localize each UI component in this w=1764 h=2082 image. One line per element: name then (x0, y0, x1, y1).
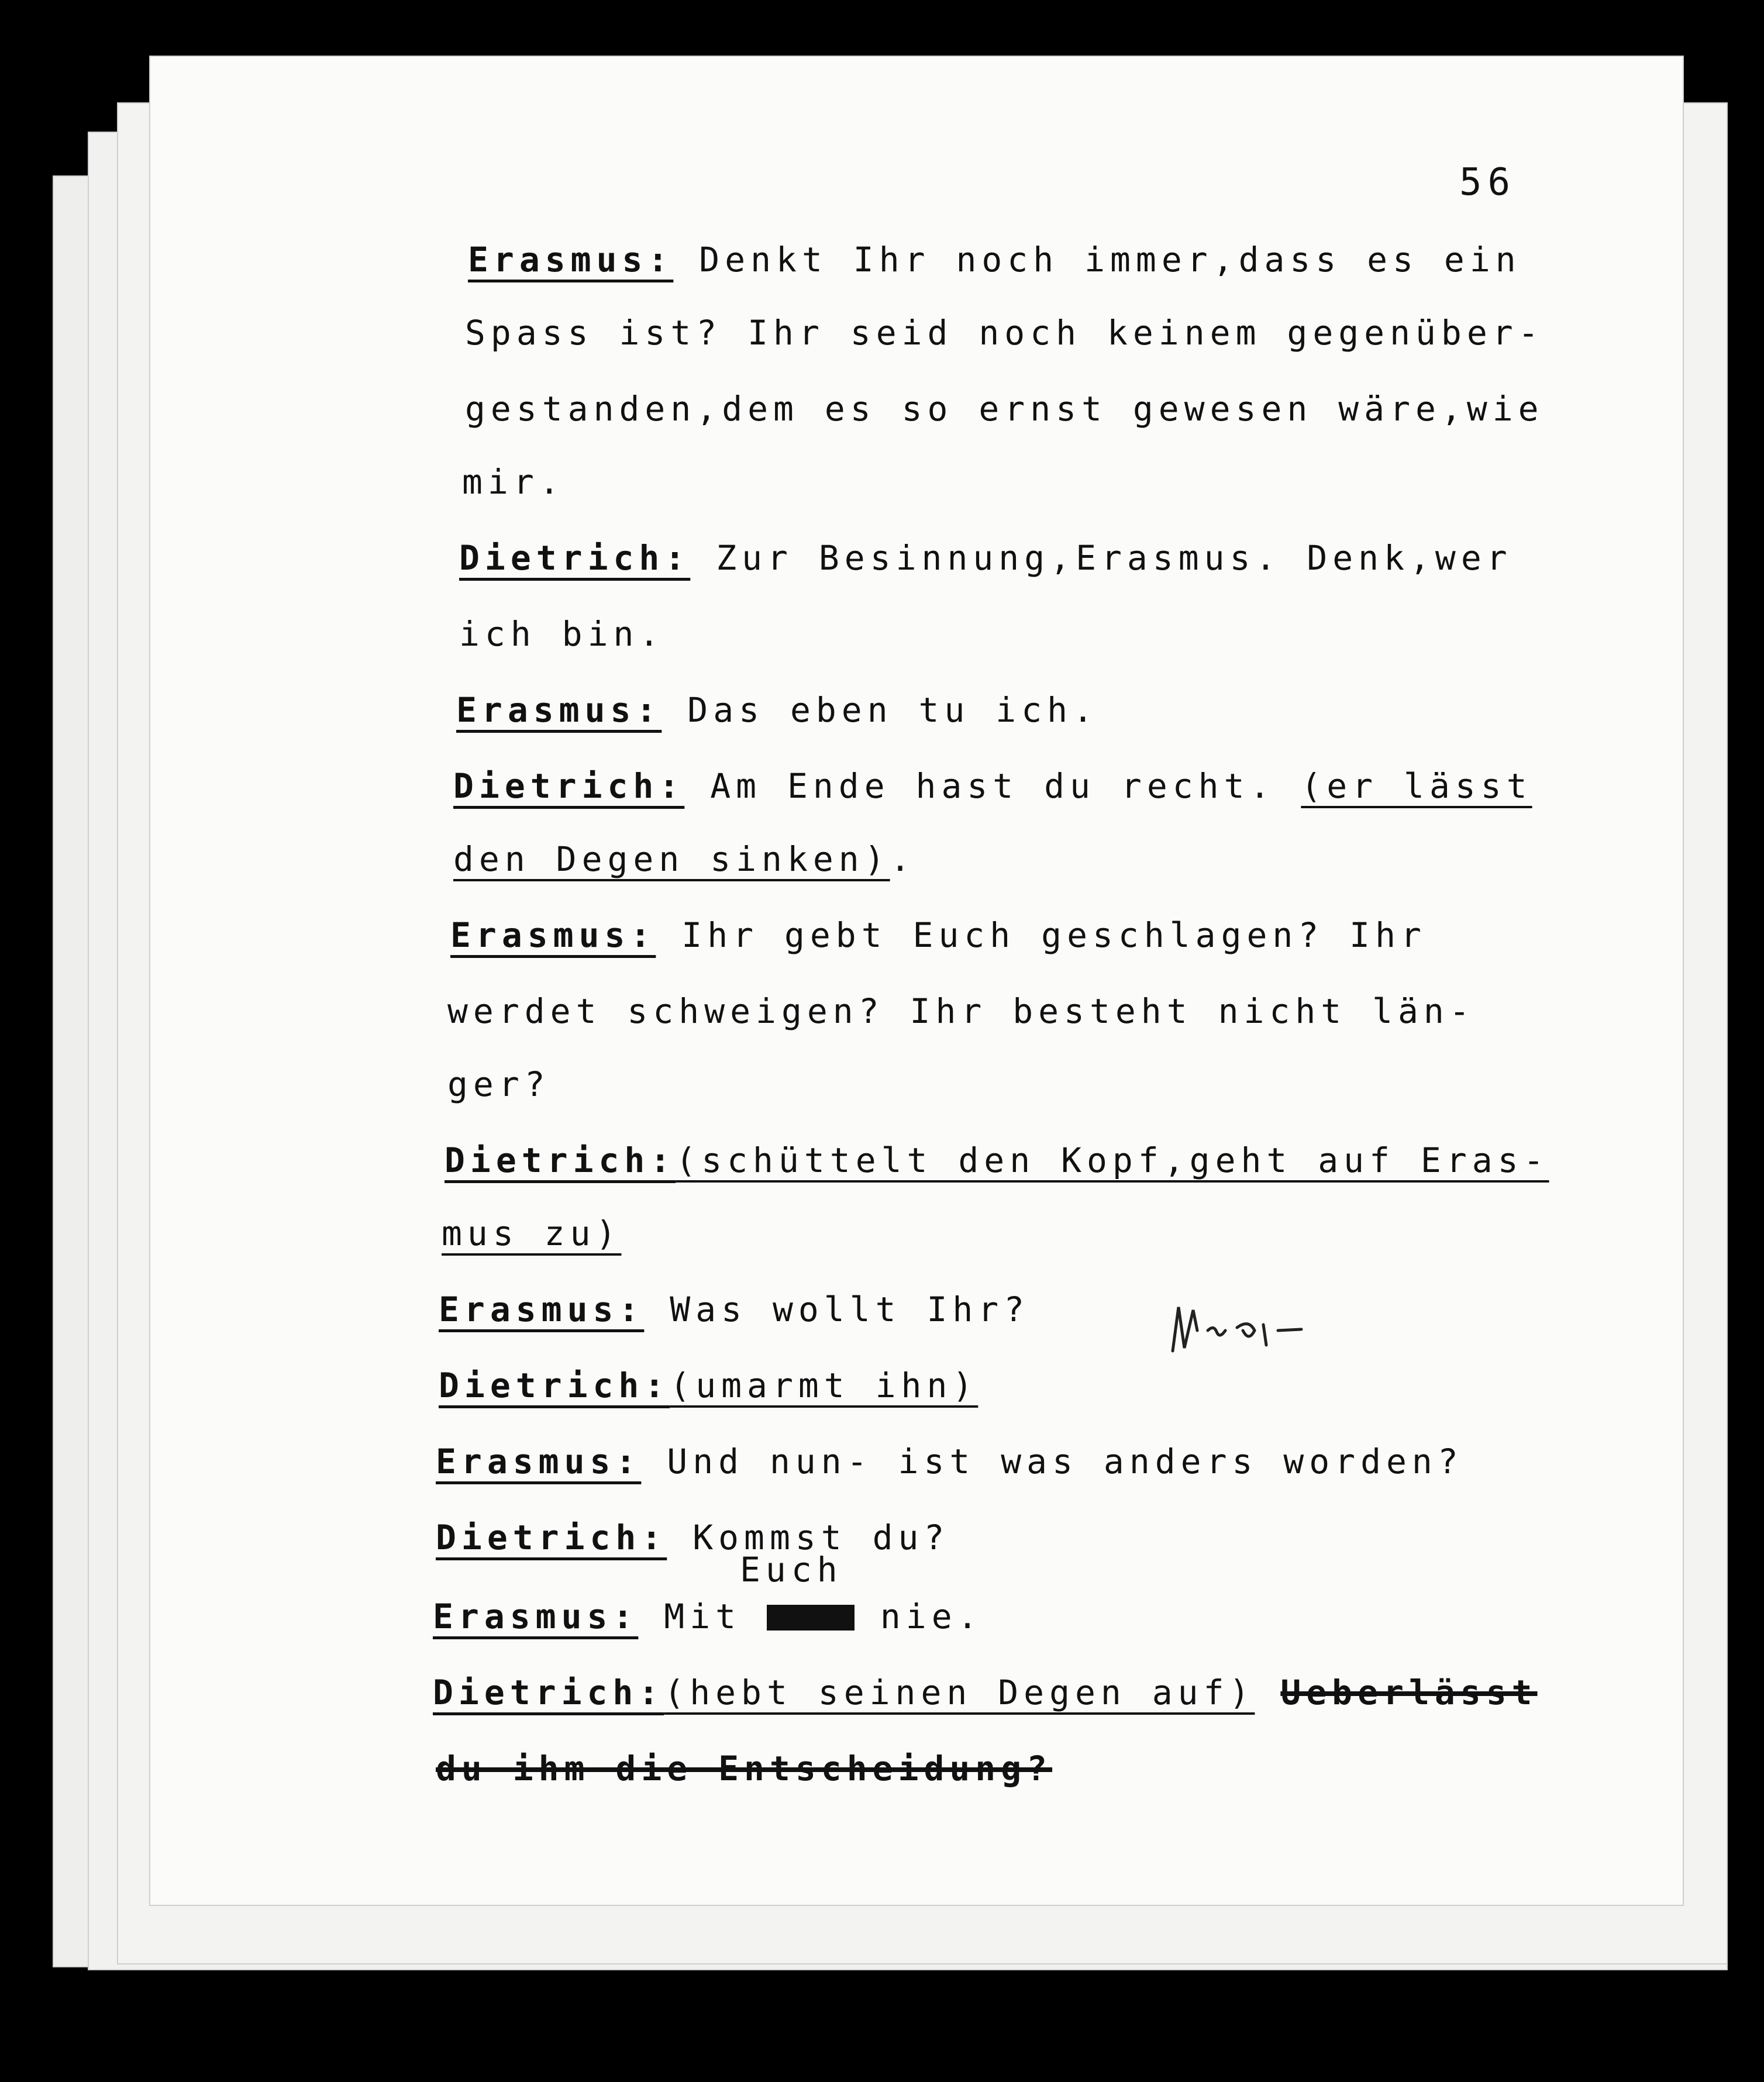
script-line (433, 1673, 1538, 1712)
speaker-name: Dietrich: (445, 1140, 676, 1180)
dialogue-text: Denkt Ihr noch immer,dass es ein (673, 240, 1521, 280)
script-line: ich bin. (459, 614, 665, 654)
page-number: 56 (1459, 161, 1517, 204)
dialogue-text: Zur Besinnung,Erasmus. Denk,wer (690, 538, 1513, 578)
speaker-name: Dietrich: (436, 1518, 667, 1557)
speaker-name: Dietrich: (459, 538, 691, 578)
inserted-word: Euch (740, 1550, 843, 1590)
speaker-name: Erasmus: (468, 240, 674, 280)
stage-direction: (umarmt ihn) (670, 1366, 979, 1405)
stage-direction: (er lässt (1301, 766, 1532, 806)
script-line (436, 1442, 1463, 1481)
script-line (459, 538, 1513, 578)
dialogue-text: . (890, 839, 916, 879)
stage-direction: den Degen sinken) (453, 839, 890, 879)
speaker-name: Erasmus: (439, 1290, 645, 1329)
dialogue-text: Was wollt Ihr? (644, 1290, 1030, 1329)
script-line (453, 839, 916, 879)
speaker-name: Erasmus: (456, 690, 662, 730)
dialogue-text: Das eben tu ich. (662, 690, 1098, 730)
script-line (450, 915, 1427, 955)
dialogue-text: Mit (638, 1597, 767, 1636)
speaker-name: Dietrich: (439, 1366, 670, 1405)
script-line: mir. (462, 462, 565, 502)
speaker-name: Dietrich: (453, 766, 685, 806)
script-line (445, 1140, 1549, 1180)
stage-direction: mus zu) (442, 1214, 622, 1253)
script-line (456, 690, 1098, 730)
stage-direction: (hebt seinen Degen auf) (664, 1673, 1255, 1712)
speaker-name: Erasmus: (450, 915, 656, 955)
script-line (439, 1290, 1029, 1329)
script-line (436, 1518, 949, 1557)
script-line: ger? (447, 1064, 550, 1104)
struck-text: du ihm die Entscheidung? (436, 1749, 1053, 1788)
stage-direction: (schüttelt den Kopf,geht auf Eras- (676, 1140, 1549, 1180)
script-line (439, 1366, 978, 1405)
script-line (453, 766, 1532, 806)
script-line (436, 1749, 1052, 1788)
speaker-name: Dietrich: (433, 1673, 664, 1712)
script-line (468, 240, 1521, 280)
script-line (442, 1214, 621, 1253)
script-line: gestanden,dem es so ernst gewesen wäre,wie (465, 389, 1544, 429)
dialogue-text: Kommst du? (667, 1518, 950, 1557)
script-line: werdet schweigen? Ihr besteht nicht län- (447, 991, 1475, 1031)
dialogue-text: Ihr gebt Euch geschlagen? Ihr (656, 915, 1427, 955)
struck-text: Ueberlässt (1280, 1673, 1538, 1712)
dialogue-text: Und nun- ist was anders worden? (641, 1442, 1463, 1481)
speaker-name: Erasmus: (436, 1442, 642, 1481)
speaker-name: Erasmus: (433, 1597, 639, 1636)
handwritten-annotation (1167, 1295, 1342, 1371)
dialogue-text: Am Ende hast du recht. (684, 766, 1301, 806)
script-line: Spass ist? Ihr seid noch keinem gegenüber- (465, 313, 1544, 353)
script-line (433, 1597, 983, 1636)
dialogue-text: nie. (854, 1597, 983, 1636)
blacked-out-word (767, 1605, 855, 1631)
